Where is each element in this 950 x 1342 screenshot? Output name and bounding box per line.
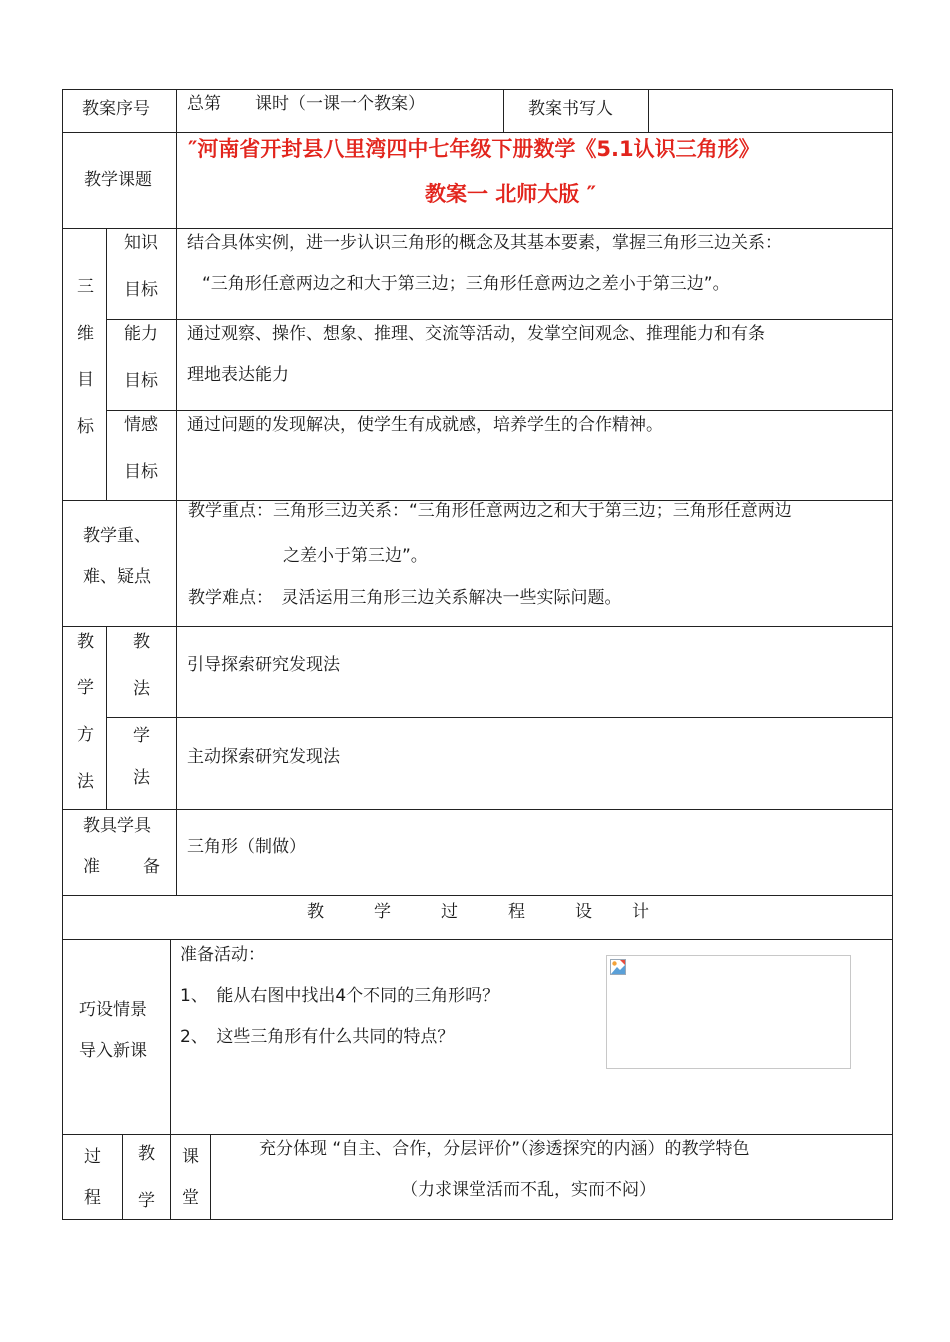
- knowledge-text: “三角形任意两边之和大于第三边；三角形任意两边之差小于第三边”。: [202, 274, 730, 294]
- lesson-count: 总第 课时（一课一个教案）: [187, 94, 425, 114]
- tools-label: 准: [83, 857, 100, 877]
- key-point-text: 之差小于第三边”。: [283, 546, 428, 566]
- prep-activity-title: 准备活动：: [180, 945, 265, 965]
- teaching-method-label: 法: [133, 679, 150, 699]
- knowledge-label: 目标: [124, 280, 158, 300]
- methods-group-char: 方: [77, 725, 94, 745]
- difficult-point-text: 教学难点： 灵活运用三角形三边关系解决一些实际问题。: [188, 588, 622, 608]
- intro-label: 导入新课: [79, 1041, 147, 1061]
- knowledge-text: 结合具体实例，进一步认识三角形的概念及其基本要素，掌握三角形三边关系：: [187, 233, 782, 253]
- tools-text: 三角形（制做）: [187, 837, 306, 857]
- methods-group-char: 教: [77, 632, 94, 652]
- process-header-char: 过: [441, 902, 458, 922]
- learning-method-label: 学: [133, 726, 150, 746]
- teaching-feature-note: （力求课堂活而不乱，实而不闷）: [401, 1180, 656, 1200]
- triangle-figure-placeholder: [606, 955, 851, 1069]
- process-label-char: 程: [84, 1188, 101, 1208]
- ability-text: 通过观察、操作、想象、推理、交流等活动，发掌空间观念、推理能力和有条: [187, 324, 765, 344]
- process-header-char: 程: [508, 902, 525, 922]
- tools-label: 备: [143, 857, 160, 877]
- writer-label: 教案书写人: [528, 99, 613, 119]
- keypoints-label: 教学重、: [83, 526, 151, 546]
- learning-method-text: 主动探索研究发现法: [187, 747, 340, 767]
- document-title-line1: ″河南省开封县八里湾四中七年级下册数学《5.1认识三角形》: [188, 137, 760, 161]
- process-header-char: 计: [632, 902, 649, 922]
- keypoints-label: 难、疑点: [83, 567, 151, 587]
- ability-label: 目标: [124, 371, 158, 391]
- broken-image-icon: [610, 959, 626, 975]
- emotion-label: 情感: [124, 415, 158, 435]
- teaching-label-char: 学: [138, 1191, 155, 1211]
- intro-label: 巧设情景: [79, 1000, 147, 1020]
- objectives-group-char: 维: [77, 324, 94, 344]
- emotion-label: 目标: [124, 462, 158, 482]
- key-point-text: 教学重点：三角形三边关系：“三角形任意两边之和大于第三边；三角形任意两边: [188, 501, 792, 521]
- process-header-char: 设: [575, 902, 592, 922]
- teaching-method-text: 引导探索研究发现法: [187, 655, 340, 675]
- document-title-line2: 教案一 北师大版 ″: [425, 182, 597, 206]
- prep-question: 1、 能从右图中找出4个不同的三角形吗？: [180, 986, 500, 1006]
- learning-method-label: 法: [133, 768, 150, 788]
- prep-question: 2、 这些三角形有什么共同的特点？: [180, 1027, 455, 1047]
- classroom-label-char: 堂: [182, 1188, 199, 1208]
- topic-label: 教学课题: [84, 170, 152, 190]
- tools-label: 教具学具: [83, 816, 151, 836]
- teaching-method-label: 教: [133, 632, 150, 652]
- teaching-label-char: 教: [138, 1144, 155, 1164]
- process-label-char: 过: [84, 1147, 101, 1167]
- objectives-group-char: 标: [77, 417, 94, 437]
- objectives-group-char: 目: [77, 370, 94, 390]
- ability-label: 能力: [124, 324, 158, 344]
- serial-label: 教案序号: [82, 99, 150, 119]
- objectives-group-char: 三: [77, 277, 94, 297]
- knowledge-label: 知识: [124, 233, 158, 253]
- methods-group-char: 学: [77, 678, 94, 698]
- emotion-text: 通过问题的发现解决，使学生有成就感，培养学生的合作精神。: [187, 415, 663, 435]
- methods-group-char: 法: [77, 772, 94, 792]
- process-header-char: 教: [307, 902, 324, 922]
- classroom-label-char: 课: [182, 1147, 199, 1167]
- process-header-char: 学: [374, 902, 391, 922]
- ability-text: 理地表达能力: [187, 365, 289, 385]
- teaching-feature-text: 充分体现 “自主、合作，分层评价”（渗透探究的内涵）的教学特色: [259, 1139, 750, 1159]
